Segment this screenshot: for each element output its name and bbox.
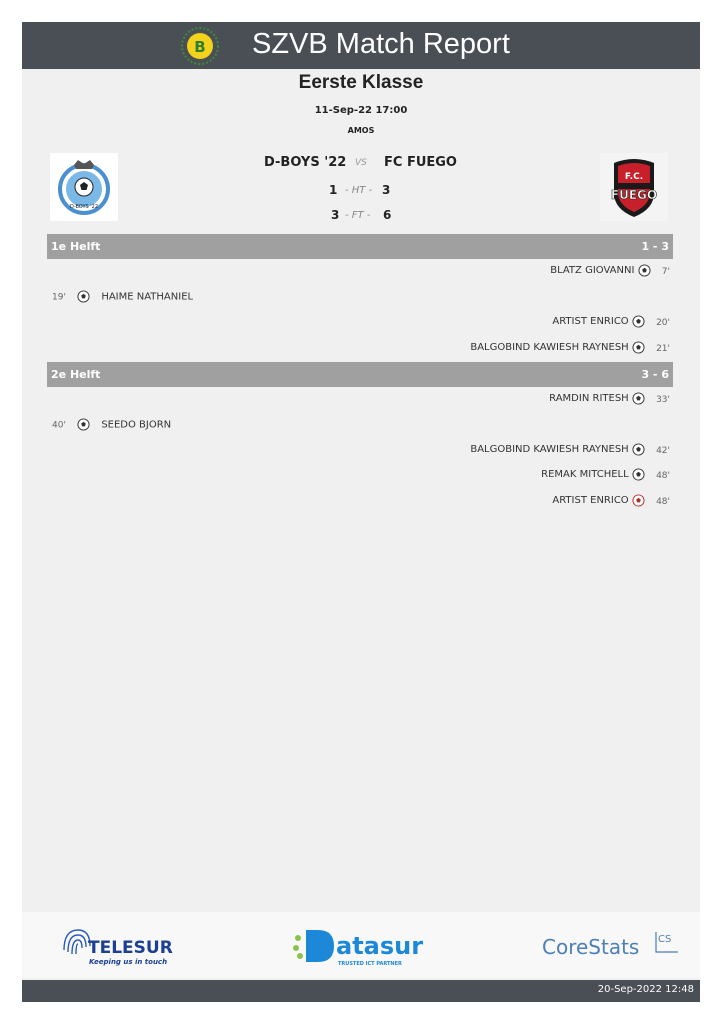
event-minute: 33' (656, 394, 670, 405)
goal-ball-icon (632, 468, 645, 481)
event-player: SEEDO BJORN (101, 419, 172, 431)
svg-text:B: B (194, 38, 206, 56)
event-player: HAIME NATHANIEL (101, 291, 194, 303)
szvb-logo-icon (180, 26, 220, 66)
event-minute: 40' (52, 420, 66, 431)
goal-ball-icon (632, 392, 645, 405)
ft-label: - FT - (345, 210, 371, 221)
event-player: BLATZ GIOVANNI (550, 265, 635, 276)
event-minute: 7' (661, 266, 670, 277)
home-team-name: D-BOYS '22 (264, 155, 347, 170)
goal-ball-icon (638, 264, 651, 277)
ht-away-score: 3 (382, 183, 391, 197)
fingerprint-icon (64, 930, 90, 954)
competition-name: Eerste Klasse (298, 72, 424, 93)
away-team-name: FC FUEGO (384, 155, 457, 170)
event-row (552, 315, 670, 328)
sponsor-strip (22, 912, 700, 978)
event-player: ARTIST ENRICO (552, 495, 629, 506)
datasur-logo (290, 924, 440, 968)
event-player: ARTIST ENRICO (552, 316, 629, 327)
goal-ball-icon (77, 290, 90, 303)
event-player: BALGOBIND KAWIESH RAYNESH (470, 342, 629, 353)
telesur-tagline: Keeping us in touch (89, 958, 168, 966)
goal-ball-icon (632, 315, 645, 328)
away-team-crest (600, 153, 668, 221)
event-row (541, 468, 670, 481)
corestats-name: CoreStats (542, 935, 640, 959)
ft-home-score: 3 (331, 208, 340, 222)
printed-timestamp: 20-Sep-2022 12:48 (597, 984, 694, 995)
period-score: 1 - 3 (641, 240, 669, 253)
match-datetime: 11-Sep-22 17:00 (314, 105, 408, 116)
corestats-logo (540, 926, 680, 962)
vs-label: VS (355, 158, 367, 168)
event-row (52, 418, 171, 431)
goal-ball-icon (77, 418, 90, 431)
event-row (549, 392, 670, 405)
goal-ball-icon (632, 341, 645, 354)
page-title: SZVB Match Report (252, 28, 510, 60)
event-minute: 19' (52, 292, 66, 303)
home-crest-text: D-BOYS '22 (69, 204, 99, 210)
telesur-name: TELESUR (88, 938, 173, 958)
corestats-mark: CS (658, 934, 672, 945)
report-header (22, 22, 700, 69)
period-header-2 (47, 362, 673, 387)
event-row (470, 341, 670, 354)
away-crest-text-top: F.C. (624, 172, 644, 182)
match-venue: AMOS (347, 126, 375, 135)
event-row (552, 494, 670, 507)
event-minute: 21' (656, 343, 670, 354)
datasur-tagline: TRUSTED ICT PARTNER (338, 961, 402, 967)
goal-ball-icon (632, 443, 645, 456)
datasur-name: atasur (336, 932, 424, 960)
period-label: 2e Helft (51, 368, 101, 381)
event-minute: 48' (656, 496, 670, 507)
event-minute: 20' (656, 317, 670, 328)
event-row (52, 290, 193, 303)
period-label: 1e Helft (51, 240, 101, 253)
footer-bar (22, 980, 700, 1002)
ht-label: - HT - (345, 185, 373, 196)
home-team-crest (50, 153, 118, 221)
event-player: REMAK MITCHELL (541, 469, 629, 480)
event-minute: 42' (656, 445, 670, 456)
ft-away-score: 6 (383, 208, 392, 222)
event-minute: 48' (656, 470, 670, 481)
ht-home-score: 1 (329, 183, 338, 197)
telesur-logo (54, 920, 174, 972)
report-page (22, 22, 700, 1002)
period-score: 3 - 6 (641, 368, 669, 381)
event-row (550, 264, 670, 277)
event-player: RAMDIN RITESH (549, 393, 629, 404)
period-header-1 (47, 234, 673, 259)
own-goal-ball-icon (632, 494, 645, 507)
event-player: BALGOBIND KAWIESH RAYNESH (470, 444, 629, 455)
away-crest-text-bottom: FUEGO (610, 188, 658, 202)
event-row (470, 443, 670, 456)
